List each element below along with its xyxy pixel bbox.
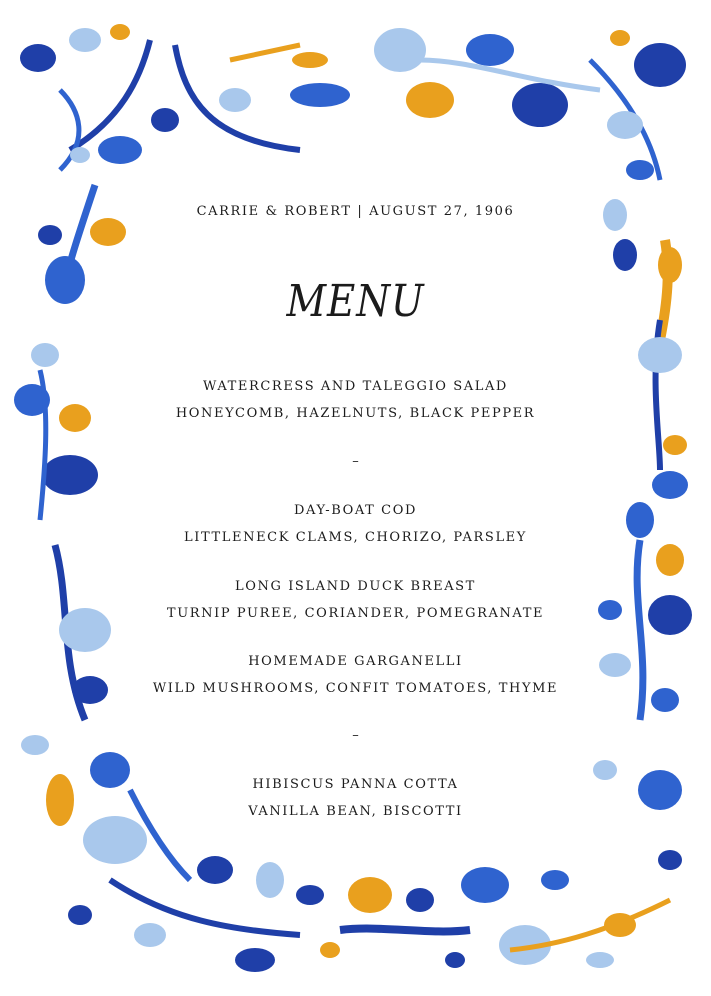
course-description: TURNIP PUREE, CORIANDER, POMEGRANATE (166, 606, 545, 621)
course-dish: DAY-BOAT COD (294, 503, 417, 518)
floral-cluster-bottom (68, 850, 682, 972)
floral-cluster-right (593, 320, 692, 810)
floral-cluster-top-left (20, 24, 600, 170)
course-description: LITTLENECK CLAMS, CHORIZO, PARSLEY (184, 530, 527, 545)
course-dish: HIBISCUS PANNA COTTA (252, 777, 459, 792)
course-separator: – (352, 454, 359, 469)
menu-title: MENU (286, 276, 425, 327)
course-description: HONEYCOMB, HAZELNUTS, BLACK PEPPER (175, 406, 536, 421)
course-dish: LONG ISLAND DUCK BREAST (235, 579, 476, 594)
course-dish: WATERCRESS AND TALEGGIO SALAD (203, 379, 508, 394)
event-header: CARRIE & ROBERT | AUGUST 27, 1906 (196, 204, 515, 219)
course-dish: HOMEMADE GARGANELLI (248, 654, 463, 669)
course-separator: – (352, 728, 359, 743)
course-description: WILD MUSHROOMS, CONFIT TOMATOES, THYME (152, 681, 559, 696)
course-description: VANILLA BEAN, BISCOTTI (248, 804, 463, 819)
floral-cluster-top-right (590, 30, 686, 340)
